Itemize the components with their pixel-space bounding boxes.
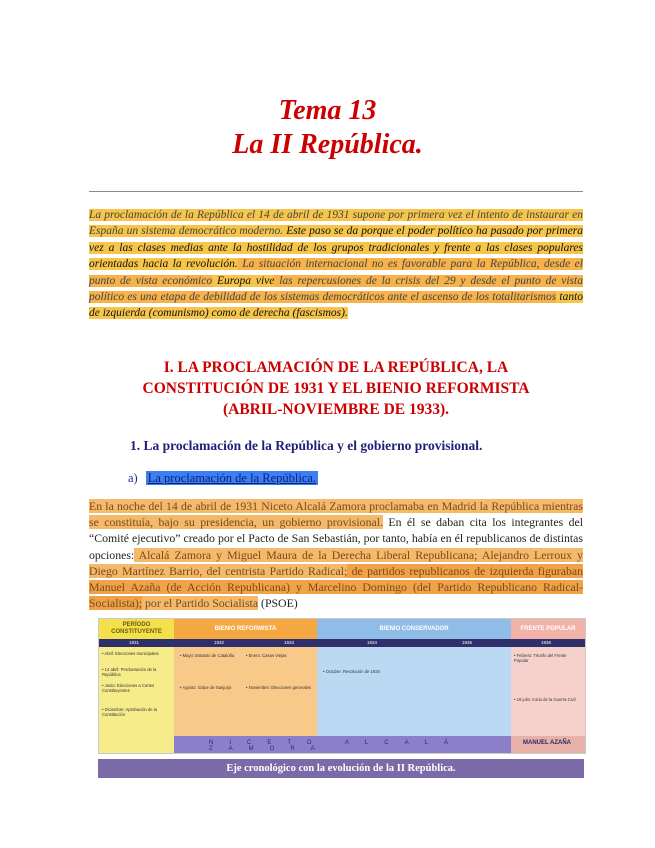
intro-highlight-5: las repercusiones de la crisis del 29 y desde el punto de vista político es una etapa de debilidad de los sistemas democráticos ante el ascenso de los totalitarismos <box>89 274 583 304</box>
timeline-col2-title: BIENIO REFORMISTA <box>174 619 317 639</box>
timeline-year-1931: 1931 <box>129 640 140 645</box>
body-text-6: (PSOE) <box>258 596 298 611</box>
timeline-note-3: • Junio: Elecciones a Cortes Constituyentes <box>102 683 155 693</box>
intro-highlight-2: Este paso se da porque el poder político ha pasado por primera vez a las clases medias ante la hostilidad de los grupos tradicionales y frente a las clases populares orientadas hacia la revolución. <box>89 225 584 271</box>
document-title-line1: Tema 13 <box>278 95 377 126</box>
body-text-2: En él se daban cita los integrantes del “Comité ejecutivo” creado por el Pacto de San Sebastián, por tanto, había en él republicanos de distintas opciones: <box>89 515 584 562</box>
body-highlight-4: de partidos republicanos de izquierda figuraban Manuel Azaña (de Acción Republicana) y Marcelino Domingo (del Partido Republicano Radical-Socialista); <box>89 563 583 611</box>
intro-paragraph <box>89 207 583 322</box>
proclamation-link[interactable]: La proclamación de la República. <box>147 471 317 485</box>
body-highlight-3: Alcalá Zamora y Miguel Maura de la Derecha Liberal Republicana; Alejandro Lerroux y Diego Martínez Barrio, del centrista Partido Radical; <box>89 547 583 578</box>
timeline-note-4: • Diciembre: Aprobación de la Constitución <box>102 707 158 717</box>
timeline-year-1933: 1933 <box>284 640 295 645</box>
timeline-col4-years <box>511 639 585 647</box>
body-highlight-5: por el Partido Socialista <box>142 596 259 611</box>
subheading: 1. La proclamación de la República y el gobierno provisional. <box>130 438 483 453</box>
timeline-note-8: • Noviembre: Elecciones generales <box>246 685 312 690</box>
item-a-letter: a) <box>128 471 138 485</box>
timeline-col1-years <box>99 639 174 647</box>
timeline-year-1936: 1936 <box>541 640 552 645</box>
timeline-year-1935: 1935 <box>462 640 473 645</box>
timeline-presidents-bar <box>99 736 585 753</box>
timeline-note-2: • 14 abril: Proclamación de la República <box>102 667 157 677</box>
figure-caption: Eje cronológico con la evolución de la II República. <box>98 759 584 778</box>
timeline-col-constituyente <box>99 619 174 753</box>
section-heading-line1: I. LA PROCLAMACIÓN DE LA REPÚBLICA, LA <box>163 359 509 376</box>
timeline-note-10: • Febrero: Triunfo del Frente Popular <box>514 653 567 663</box>
timeline-col3-title: BIENIO CONSERVADOR <box>317 619 511 639</box>
intro-highlight-4: Europa vive <box>212 274 275 287</box>
document-title-line2: La II República. <box>232 129 423 160</box>
timeline-year-1932: 1932 <box>214 640 225 645</box>
section-heading-line2: CONSTITUCIÓN DE 1931 Y EL BIENIO REFORMISTA <box>142 380 530 397</box>
timeline-note-6: • Agosto: Golpe de Sanjurjo <box>180 685 232 690</box>
intro-highlight-1: La proclamación de la República el 14 de abril de 1931 supone por primera vez el intento de instaurar en España un sistema democrático moderno. <box>89 209 583 238</box>
timeline-president-azana: MANUEL AZAÑA <box>523 740 571 746</box>
timeline-note-5: • Mayo: Estatuto de Cataluña <box>180 653 235 658</box>
timeline-note-7: • Enero: Casas Viejas <box>246 653 287 658</box>
timeline-note-9: • Octubre: Revolución de 1934 <box>323 669 380 674</box>
intro-highlight-3: La situación internacional no es favorable para la República, desde el punto de vista económico <box>89 258 583 287</box>
body-highlight-1: En la noche del 14 de abril de 1931 Niceto Alcalá Zamora proclamaba en Madrid la República mientras se constituía, bajo su presidencia, un gobierno provisional. <box>89 499 583 530</box>
timeline-col4-title: FRENTE POPULAR <box>511 619 585 639</box>
item-a <box>128 470 318 486</box>
timeline-col3-years <box>317 639 511 647</box>
timeline-figure <box>98 618 586 754</box>
timeline-note-11: • 18 julio: Inicio de la Guerra Civil <box>514 697 576 702</box>
timeline-year-1934: 1934 <box>367 640 378 645</box>
body-paragraph <box>89 498 583 611</box>
section-heading-line3: (ABRIL-NOVIEMBRE DE 1933). <box>222 401 450 418</box>
timeline-col-reformista <box>174 619 317 753</box>
timeline-president-zamora: NICETO ALCALÁ ZAMORA <box>209 740 464 752</box>
timeline-col2-years <box>174 639 317 647</box>
intro-highlight-6: tanto de izquierda (comunismo) como de derecha (fascismos). <box>89 291 584 320</box>
timeline-col1-title: PERÍODO CONSTITUYENTE <box>99 619 174 639</box>
title-divider <box>89 191 583 192</box>
timeline-col-conservador <box>317 619 511 753</box>
timeline-note-1: • Abril: Elecciones municipales <box>102 651 159 656</box>
timeline-col-frente-popular <box>511 619 585 753</box>
